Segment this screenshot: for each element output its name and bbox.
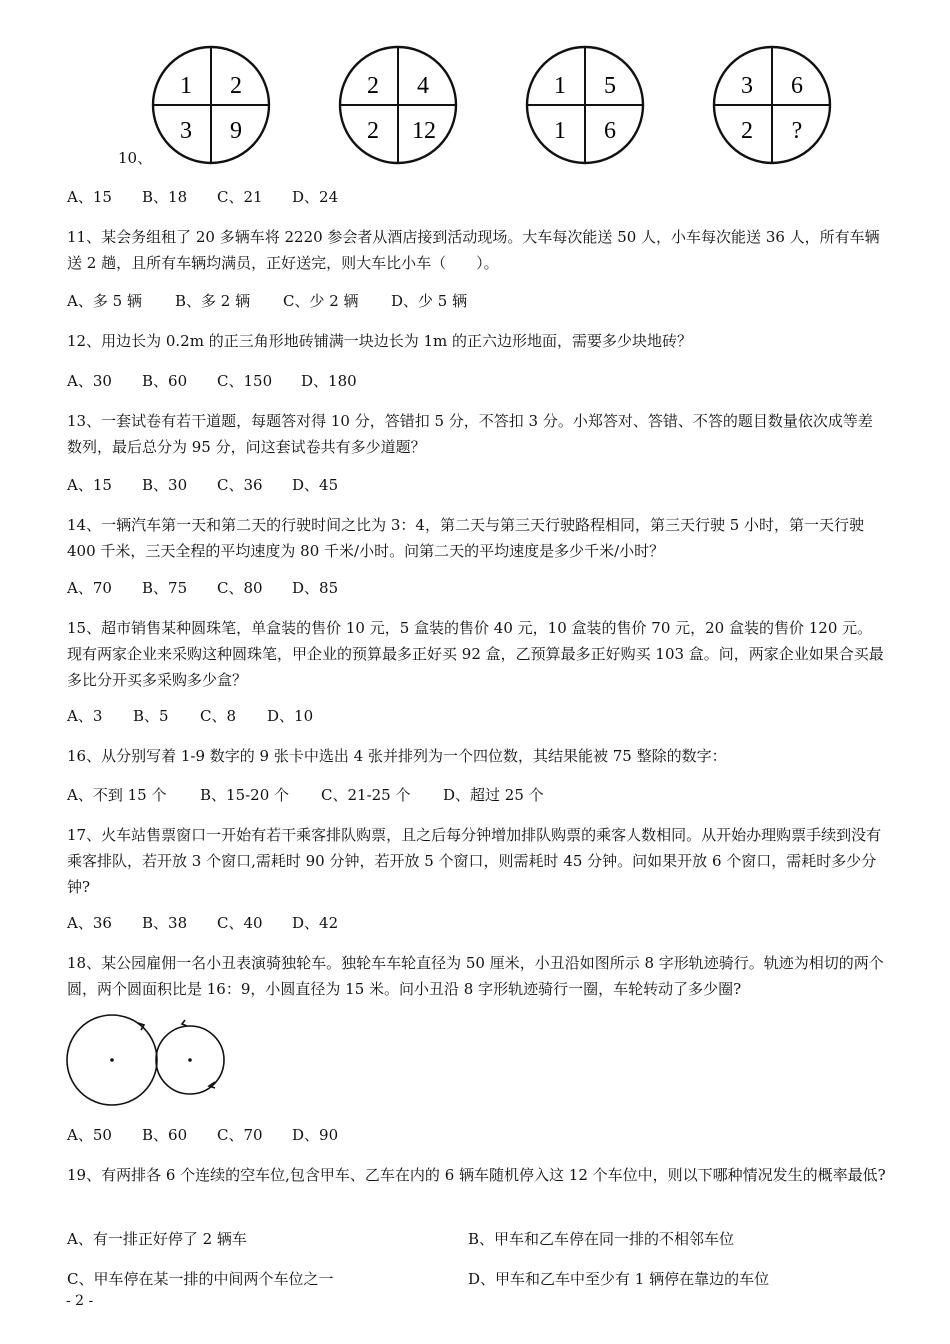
q15-option-c[interactable]: C、8 xyxy=(200,707,237,725)
q15-options xyxy=(67,703,313,729)
q19-option-b[interactable]: B、甲车和乙车停在同一排的不相邻车位 xyxy=(468,1230,735,1248)
q10-option-d[interactable]: D、24 xyxy=(292,188,339,206)
q10-circle-3 xyxy=(527,47,643,163)
q18-option-b[interactable]: B、60 xyxy=(142,1126,188,1144)
q16-option-a[interactable]: A、不到 15 个 xyxy=(67,786,167,804)
q13-option-c[interactable]: C、36 xyxy=(217,476,263,494)
q12-option-d[interactable]: D、180 xyxy=(301,372,357,390)
q13-question: 13、一套试卷有若干道题，每题答对得 10 分，答错扣 5 分，不答扣 3 分。小郑答对、答错、不答的题目数量依次成等差数列，最后总分为 95 分，问这套试卷共有多少道题？ xyxy=(67,412,873,456)
q10-number: 10、 xyxy=(118,149,153,167)
q10-circle-3-bl: 1 xyxy=(554,118,566,144)
q16-option-b[interactable]: B、15-20 个 xyxy=(200,786,290,804)
q13-option-d[interactable]: D、45 xyxy=(292,476,339,494)
q18-option-c[interactable]: C、70 xyxy=(217,1126,263,1144)
q11-options xyxy=(67,288,467,314)
q10-circle-4-br: ? xyxy=(791,118,803,144)
q11-option-c[interactable]: C、少 2 辆 xyxy=(283,292,359,310)
q17-option-c[interactable]: C、40 xyxy=(217,914,263,932)
q16-options xyxy=(67,782,544,808)
q14-option-b[interactable]: B、75 xyxy=(142,579,188,597)
q18-option-a[interactable]: A、50 xyxy=(67,1126,112,1144)
page-number: - 2 - xyxy=(66,1293,94,1309)
q18-arrow-small-top-icon xyxy=(182,1020,187,1026)
q14-option-c[interactable]: C、80 xyxy=(217,579,263,597)
q17-options xyxy=(67,910,338,936)
q15-option-d[interactable]: D、10 xyxy=(267,707,314,725)
q11-question: 11、某会务组租了 20 多辆车将 2220 参会者从酒店接到活动现场。大车每次能送 50 人，小车每次能送 36 人，所有车辆送 2 趟，且所有车辆均满员，正好送完，则大车比小车（ ）。 xyxy=(67,228,880,272)
q19-option-c[interactable]: C、甲车停在某一排的中间两个车位之一 xyxy=(67,1270,334,1288)
q13-option-b[interactable]: B、30 xyxy=(142,476,188,494)
q10-circle-1-br: 9 xyxy=(230,118,242,144)
q10-circle-4 xyxy=(714,47,830,163)
q16-option-d[interactable]: D、超过 25 个 xyxy=(443,786,544,804)
q10-options xyxy=(67,184,338,210)
q14-option-a[interactable]: A、70 xyxy=(67,579,112,597)
q10-circle-1 xyxy=(153,47,269,163)
q19-option-d[interactable]: D、甲车和乙车中至少有 1 辆停在靠边的车位 xyxy=(468,1270,770,1288)
q18-option-d[interactable]: D、90 xyxy=(292,1126,339,1144)
q10-circle-3-br: 6 xyxy=(604,118,616,144)
q15-question: 15、超市销售某种圆珠笔，单盒装的售价 10 元，5 盒装的售价 40 元，10 盒装的售价 70 元，20 盒装的售价 120 元。现有两家企业来采购这种圆珠笔，甲企业的预算最多正好买 92 盒，乙预算最多正好购买 103 盒。问，两家企业如果合买最多比分开买多采购多少盒？ xyxy=(67,619,884,689)
q10-circle-1-tr: 2 xyxy=(230,73,242,99)
q16-option-c[interactable]: C、21-25 个 xyxy=(321,786,411,804)
q10-circle-3-tl: 1 xyxy=(554,73,566,99)
q18-figure-eight-track xyxy=(60,1010,240,1110)
q10-circle-2-tr: 4 xyxy=(417,73,429,99)
q13-option-a[interactable]: A、15 xyxy=(67,476,112,494)
q14-question: 14、一辆汽车第一天和第二天的行驶时间之比为 3：4，第二天与第三天行驶路程相同，第三天行驶 5 小时，第一天行驶 400 千米，三天全程的平均速度为 80 千米/小时。问第二天的平均速度是多少千米/小时？ xyxy=(67,516,865,560)
q12-options xyxy=(67,368,357,394)
q17-question: 17、火车站售票窗口一开始有若干乘客排队购票，且之后每分钟增加排队购票的乘客人数相同。从开始办理购票手续到没有乘客排队，若开放 3 个窗口,需耗时 90 分钟，若开放 5 个窗口，则需耗时 45 分钟。问如果开放 6 个窗口，需耗时多少分钟? xyxy=(67,826,882,896)
q19-question: 19、有两排各 6 个连续的空车位,包含甲车、乙车在内的 6 辆车随机停入这 12 个车位中，则以下哪种情况发生的概率最低? xyxy=(67,1166,886,1184)
q10-circle-2 xyxy=(340,47,456,163)
q12-option-c[interactable]: C、150 xyxy=(217,372,273,390)
q14-option-d[interactable]: D、85 xyxy=(292,579,339,597)
q10-circle-1-tl: 1 xyxy=(180,73,192,99)
q12-option-b[interactable]: B、60 xyxy=(142,372,188,390)
q10-option-c[interactable]: C、21 xyxy=(217,188,263,206)
q19-option-a[interactable]: A、有一排正好停了 2 辆车 xyxy=(67,1230,247,1248)
q10-circle-4-tl: 3 xyxy=(741,73,753,99)
q10-circle-4-bl: 2 xyxy=(741,118,753,144)
q17-option-a[interactable]: A、36 xyxy=(67,914,112,932)
q11-option-d[interactable]: D、少 5 辆 xyxy=(391,292,468,310)
q10-option-a[interactable]: A、15 xyxy=(67,188,112,206)
q15-option-b[interactable]: B、5 xyxy=(133,707,169,725)
q10-circle-4-tr: 6 xyxy=(791,73,803,99)
q15-option-a[interactable]: A、3 xyxy=(67,707,103,725)
q10-circle-1-bl: 3 xyxy=(180,118,192,144)
q18-large-center xyxy=(110,1058,114,1062)
q11-option-a[interactable]: A、多 5 辆 xyxy=(67,292,142,310)
q18-options xyxy=(67,1122,338,1148)
q18-question: 18、某公园雇佣一名小丑表演骑独轮车。独轮车车轮直径为 50 厘米，小丑沿如图所示 8 字形轨迹骑行。轨迹为相切的两个圆，两个圆面积比是 16：9，小圆直径为 15 米。问小丑沿 8 字形轨迹骑行一圈，车轮转动了多少圈? xyxy=(67,954,884,998)
q12-option-a[interactable]: A、30 xyxy=(67,372,112,390)
q12-question: 12、用边长为 0.2m 的正三角形地砖铺满一块边长为 1m 的正六边形地面，需要多少块地砖？ xyxy=(67,332,693,350)
q17-option-b[interactable]: B、38 xyxy=(142,914,188,932)
q10-circle-2-bl: 2 xyxy=(367,118,379,144)
q10-option-b[interactable]: B、18 xyxy=(142,188,188,206)
q10-circle-3-tr: 5 xyxy=(604,73,616,99)
q14-options xyxy=(67,575,338,601)
q10-circle-2-br: 12 xyxy=(412,118,436,144)
q18-small-center xyxy=(188,1058,192,1062)
q17-option-d[interactable]: D、42 xyxy=(292,914,339,932)
q10-circle-2-tl: 2 xyxy=(367,73,379,99)
q11-option-b[interactable]: B、多 2 辆 xyxy=(175,292,251,310)
q16-question: 16、从分别写着 1-9 数字的 9 张卡中选出 4 张并排列为一个四位数，其结果能被 75 整除的数字： xyxy=(67,747,727,765)
q13-options xyxy=(67,472,338,498)
